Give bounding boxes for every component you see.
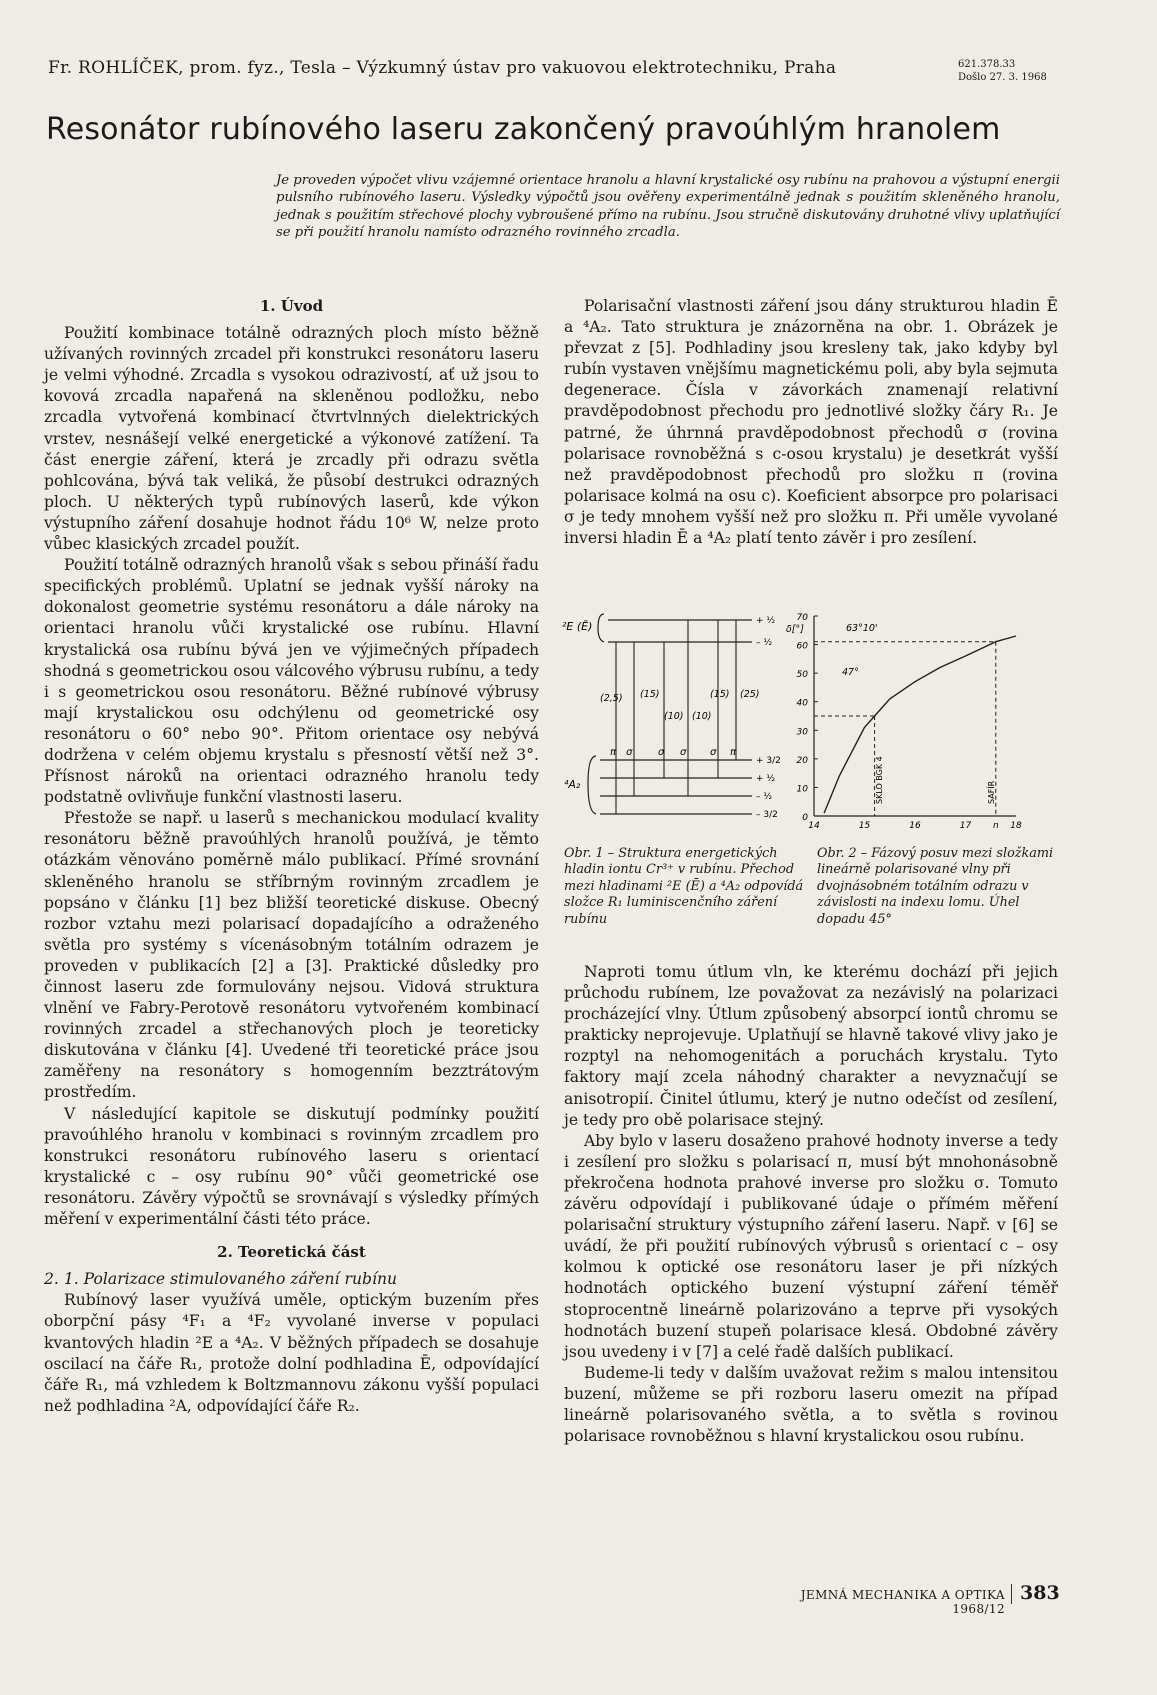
x-tick-label: 15 <box>858 821 871 831</box>
article-meta <box>958 58 1078 84</box>
m-label: + 3/2 <box>756 756 781 766</box>
y-tick-label: 20 <box>796 755 808 766</box>
paragraph: Aby bylo v laseru dosaženo prahové hodnoty inverse a tedy i zesílení pro složku s polarisací π, musí být mnohonásobně překročena hodnota prahové inverse pro složku σ. Tomuto závěru odpovídají i publikované údaje o přímém měření polarisační struktury výstupního záření laseru. Např. v [6] se uvádí, že při použití rubínových výbrusů s orientací c – osy kolmou k optické ose resonátoru laser je při nízkých hodnotách optického buzení výstupní záření téměř stoprocentně lineárně polarizováno a teprve při vysokých hodnotách buzení stupeň polarisace klesá. Obdobné závěry jsou uvedeny i v [7] a celé řadě dalších publikací. <box>564 1131 1058 1361</box>
journal-name: JEMNÁ MECHANIKA A OPTIKA 1968/12 <box>800 1588 1005 1616</box>
polarization-mark: π <box>610 747 617 758</box>
x-tick-label: 18 <box>1010 821 1022 831</box>
sapphire-label: SAFÍR <box>987 780 996 804</box>
y-tick-label: 30 <box>796 727 808 738</box>
right-column-top <box>564 296 1058 549</box>
author-affiliation: Fr. ROHLÍČEK, prom. fyz., Tesla – Výzkumný ústav pro vakuovou elektrotechniku, Praha <box>48 58 837 78</box>
x-tick-group <box>808 821 1022 831</box>
right-column-bottom <box>564 962 1058 1447</box>
energy-level-diagram <box>562 614 781 820</box>
transition-weight: (15) <box>640 689 660 700</box>
left-column <box>44 296 539 1417</box>
section-heading-intro: 1. Úvod <box>259 297 324 315</box>
upper-level-label: ²E (Ē) <box>562 620 593 633</box>
y-tick-group <box>797 613 818 823</box>
figure2-caption: Obr. 2 – Fázový posuv mezi složkami lineárně polarisované vlny při dvojnásobném totálním odrazu v závislosti na indexu lomu. Úhel dopadu 45° <box>817 846 1054 927</box>
subsection-heading: 2. 1. Polarizace stimulovaného záření rubínu <box>44 1270 398 1289</box>
upper-brace <box>598 614 604 642</box>
transition-weight: (2,5) <box>600 693 623 704</box>
x-tick-label: 17 <box>959 821 972 831</box>
y-tick-label: 0 <box>802 813 808 823</box>
x-tick-label: 16 <box>909 821 921 831</box>
polarization-mark: σ <box>710 747 717 758</box>
y-tick-label: 10 <box>796 784 808 795</box>
abstract: Je proveden výpočet vlivu vzájemné orientace hranolu a hlavní krystalické osy rubínu na prahovou a výstupní energii pulsního rubínového laseru. Výsledky výpočtů jsou ověřeny experimentálně jednak s použitím skleněného hranolu, jednak s použitím střechové plochy vybroušené přímo na rubínu. Jsou stručně diskutovány druhotné vlivy uplatňující se při použití hranolu namísto odrazného rovinného zrcadla. <box>276 173 1060 241</box>
x-tick-label: 14 <box>808 821 820 831</box>
figures <box>560 608 1060 838</box>
received-date: Došlo 27. 3. 1968 <box>958 72 1047 83</box>
y-axis-label: δ[°] <box>786 624 804 635</box>
y-tick-label: 50 <box>796 670 808 681</box>
paragraph: Rubínový laser využívá uměle, optickým buzením přes oborpční pásy ⁴F₁ a ⁴F₂ vyvolané inverse v populaci kvantových hladin ²E a ⁴A₂. V běžných případech se dosahuje oscilací na čáře R₁, protože dolní podhladina Ē, odpovídající čáře R₁, má vzhledem k Boltzmannovu zákonu vyšší populaci než podhladina ²A, odpovídající čáře R₂. <box>44 1291 539 1415</box>
m-label: – ½ <box>756 792 773 802</box>
footer-divider <box>1011 1584 1012 1604</box>
angle-annotation: 63°10' <box>846 623 878 634</box>
m-label: – 3/2 <box>756 810 778 820</box>
y-tick-label: 40 <box>796 698 808 709</box>
figure1-caption: Obr. 1 – Struktura energetických hladin iontu Cr³⁺ v rubínu. Přechod mezi hladinami ²E (Ē) a ⁴A₂ odpovídá složce R₁ luminiscenčního záření rubínu <box>564 846 804 927</box>
y-tick-label: 60 <box>796 641 808 652</box>
transition-weight: (25) <box>740 689 760 700</box>
y-tick-label: 70 <box>796 613 808 623</box>
phase-shift-chart <box>786 613 1022 831</box>
transition-weight: (15) <box>710 689 730 700</box>
polarization-mark: σ <box>626 747 633 758</box>
m-label: – ½ <box>756 638 773 648</box>
lower-level-label: ⁴A₂ <box>564 778 581 791</box>
lower-brace <box>588 756 596 814</box>
angle-annotation: 47° <box>842 667 859 678</box>
paragraph: Polarisační vlastnosti záření jsou dány strukturou hladin Ē a ⁴A₂. Tato struktura je znázorněna na obr. 1. Obrázek je převzat z [5]. Podhladiny jsou kresleny tak, jako kdyby byl rubín vystaven vnějšímu magnetickému poli, aby byla sejmuta degenerace. Čísla v závorkách znamenají relativní pravděpodobnost přechodu pro jednotlivé složky čáry R₁. Je patrné, že úhrnná pravděpodobnost přechodů σ (rovina polarisace rovnoběžná s c-osou krystalu) je desetkrát vyšší než pravděpodobnost přechodů pro složku π (rovina polarisace kolmá na osu c). Koeficient absorpce pro polarisaci σ je tedy mnohem vyšší než pro složku π. Při uměle vyvolané inversi hladin Ē a ⁴A₂ platí tento závěr i pro zesílení. <box>564 297 1058 548</box>
paragraph: Použití kombinace totálně odrazných ploch místo běžně užívaných rovinných zrcadel při konstrukci resonátoru laseru je velmi výhodné. Zrcadla s vysokou odrazivostí, ať už jsou to kovová zrcadla napařená na skleněnou podložku, nebo zrcadla vytvořená kombinací čtvrtvlnných dielektrických vrstev, nesnášejí velké energetické a výkonové zatížení. Ta část energie záření, která je zrcadly při odrazu světla pohlcována, bývá tak veliká, že působí destrukci odrazných ploch. U některých typů rubínových laserů, kde výkon výstupního záření dosahuje hodnot řádu 10⁶ W, nelze proto vůbec klasických zrcadel použít. <box>44 324 539 554</box>
polarization-mark: σ <box>680 747 687 758</box>
classification-code: 621.378.33 <box>958 59 1016 70</box>
polarization-mark: σ <box>658 747 665 758</box>
m-label: + ½ <box>756 616 776 626</box>
article-title: Resonátor rubínového laseru zakončený pravoúhlým hranolem <box>46 112 1001 147</box>
paragraph: V následující kapitole se diskutují podmínky použití pravoúhlého hranolu v kombinaci s rovinným zrcadlem pro konstrukci resonátoru rubínového laseru s orientací krystalické c – osy rubínu 90° vůči geometrické ose resonátoru. Závěry výpočtů se srovnávají s výsledky přímých měření v experimentální části této práce. <box>44 1104 539 1229</box>
section-heading-theory: 2. Teoretická část <box>217 1243 366 1262</box>
x-tick-label: n <box>992 821 999 831</box>
m-label: + ½ <box>756 774 776 784</box>
page-number: 383 <box>1020 1582 1060 1604</box>
transition-weight: (10) <box>664 711 684 722</box>
polarization-mark: π <box>730 747 737 758</box>
paragraph: Použití totálně odrazných hranolů však s sebou přináší řadu specifických problémů. Uplatní se jednak vyšší nároky na dokonalost geometrie systému resonátoru a dále nároky na orientaci hranolu vůči krystalické ose rubínu. Hlavní krystalická osa rubínu bývá jen ve výjimečných případech shodná s geometrickou osou válcového výbrusu rubínu, a tedy i s geometrickou osou resonátoru. Běžné rubínové výbrusy mají krystalickou osu odchýlenu od geometrické osy resonátoru o 60° nebo 90°. Přitom orientace osy nebývá dodržena v celém objemu krystalu s přesností větší než 3°. Přísnost nároků na orientaci odrazného hranolu tedy podstatně ovlivňuje funkční vlastnosti laseru. <box>44 556 539 807</box>
glass-label: SKLO BGK 4 <box>875 756 884 804</box>
paragraph: Budeme-li tedy v dalším uvažovat režim s malou intensitou buzení, můžeme se při rozboru laseru omezit na případ lineárně polarisovaného světla, a to světla s rovinou polarisace rovnoběžnou s hlavní krystalickou osou rubínu. <box>564 1363 1058 1446</box>
paragraph: Naproti tomu útlum vln, ke kterému dochází při jejich průchodu rubínem, lze považovat za nezávislý na polarizaci procházející vlny. Útlum způsobený absorpcí iontů chromu se prakticky neprojevuje. Uplatňují se hlavně takové vlivy jako je rozptyl na nehomogenitách a poruchách krystalu. Tyto faktory mají zcela náhodný charakter a nevyznačují se anisotropií. Činitel útlumu, který je nutno odečíst od zesílení, je tedy pro obě polarisace stejný. <box>564 963 1058 1129</box>
paragraph: Přestože se např. u laserů s mechanickou modulací kvality resonátoru běžně pravoúhlých hranolů používá, je těmto otázkám věnováno poměrně málo publikací. Přímé srovnání skleněného hranolu se stříbrným rovinným zrcadlem je popsáno v článku [1] bez bližší teoretické diskuse. Obecný rozbor vztahu mezi polarisací dopadajícího a odraženého světla pro systémy s vícenásobným totálním odrazem je proveden v publikacích [2] a [3]. Praktické důsledky pro činnost laseru zde formulovány nejsou. Vidová struktura vlnění ve Fabry-Perotově resonátoru vytvořeném kombinací rovinných zrcadel a střechanových ploch je teoreticky diskutována v článku [4]. Uvedené tři teoretické práce jsou zaměřeny na resonátory s homogenním bezztrátovým prostředím. <box>44 809 539 1102</box>
transition-weight: (10) <box>692 711 712 722</box>
